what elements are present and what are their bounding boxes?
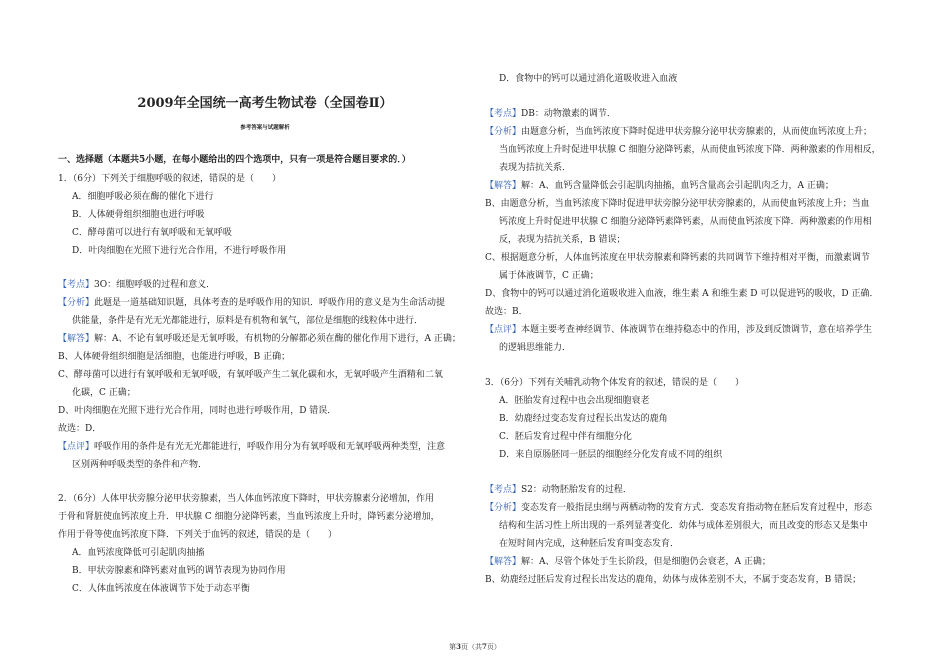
dianping-text: 本题主要考查神经调节、体液调节在维持稳态中的作用，涉及到反馈调节，意在培养学生 xyxy=(521,325,873,335)
section-heading: 一、选择题（本题共5小题，在每小题给出的四个选项中，只有一项是符合题目要求的．） xyxy=(58,155,411,165)
question-2-stem-line: 于骨和肾脏使血钙浓度上升．甲状腺 C 细胞分泌降钙素，当血钙浓度上升时，降钙素分泌增加， xyxy=(58,512,440,522)
q3-option-d: D．来自原肠胚同一胚层的细胞经分化发育成不同的组织 xyxy=(499,450,723,460)
q2-fenxi-line: 当血钙浓度上升时促进甲状腺 C 细胞分泌降钙素，从而使血钙浓度下降．两种激素的作用相反， xyxy=(499,145,881,155)
question-2-stem-line: 作用于骨等使血钙浓度下降．下列关于血钙的叙述，错误的是（ ） xyxy=(58,530,338,540)
q2-jieda-line: D、食物中的钙可以通过消化道吸收进入血液，维生素 A 和维生素 D 可以促进钙的吸收，D 正确． xyxy=(485,289,879,299)
q2-jieda-line: C、根据题意分析，人体血钙浓度在甲状旁腺素和降钙素的共同调节下维持相对平衡，而激素调节 xyxy=(485,253,870,263)
q1-jieda-line: 化碳，C 正确； xyxy=(72,388,136,398)
q1-option-a: A．细胞呼吸必须在酶的催化下进行 xyxy=(72,192,214,202)
question-2-stem: 2．（6分）人体甲状旁腺分泌甲状旁腺素，当人体血钙浓度下降时，甲状旁腺素分泌增加，作用 xyxy=(58,494,434,504)
q3-kaodian xyxy=(485,486,632,495)
q1-kaodian xyxy=(58,281,215,290)
q1-answer: 故选：D． xyxy=(58,424,102,434)
dianping-text: 呼吸作用的条件是有光无光都能进行，呼吸作用分为有氧呼吸和无氧呼吸两种类型，注意 xyxy=(94,442,446,452)
jieda-text: 解：A、不论有氧呼吸还是无氧呼吸，有机物的分解都必须在酶的催化作用下进行，A 正确； xyxy=(94,334,461,344)
dianping-tag: 【点评】 xyxy=(485,325,522,335)
q2-answer: 故选：B． xyxy=(485,307,528,317)
fenxi-tag: 【分析】 xyxy=(485,127,522,137)
fenxi-text: 此题是一道基础知识题，具体考查的是呼吸作用的知识．呼吸作用的意义是为生命活动提 xyxy=(94,298,446,308)
q1-fenxi xyxy=(58,299,445,308)
q3-fenxi xyxy=(485,504,872,513)
q2-option-a: A．血钙浓度降低可引起肌肉抽搐 xyxy=(72,548,205,558)
kaodian-text: 3O：细胞呼吸的过程和意义． xyxy=(94,280,216,290)
q1-option-d: D．叶肉细胞在光照下进行光合作用，不进行呼吸作用 xyxy=(72,246,287,256)
q3-jieda xyxy=(485,558,771,567)
page-number: 3 xyxy=(456,642,461,651)
q2-dianping xyxy=(485,326,872,335)
jieda-tag: 【解答】 xyxy=(485,557,522,567)
jieda-tag: 【解答】 xyxy=(485,181,522,191)
jieda-tag: 【解答】 xyxy=(58,334,95,344)
fenxi-text: 由题意分析，当血钙浓度下降时促进甲状旁腺分泌甲状旁腺素的，从而使血钙浓度上升； xyxy=(521,127,873,137)
q1-jieda xyxy=(58,335,461,344)
page-title: 2009年全国统一高考生物试卷（全国卷Ⅱ） xyxy=(137,96,393,111)
kaodian-tag: 【考点】 xyxy=(485,485,522,495)
kaodian-text: S2：动物胚胎发育的过程． xyxy=(521,485,632,495)
q3-fenxi-line: 在短时间内完成，这种胚后发育叫变态发育． xyxy=(499,539,680,549)
q1-dianping xyxy=(58,443,445,452)
question-3-stem: 3．（6分）下列有关哺乳动物个体发育的叙述，错误的是（ ） xyxy=(485,378,744,388)
q2-kaodian xyxy=(485,110,616,119)
q2-jieda-line: 属于体液调节，C 正确； xyxy=(499,271,599,281)
q2-option-c: C．人体血钙浓度在体液调节下处于动态平衡 xyxy=(72,584,250,594)
question-1-stem: 1．（6分）下列关于细胞呼吸的叙述，错误的是（ ） xyxy=(58,174,281,184)
q3-option-a: A．胚胎发育过程中也会出现细胞衰老 xyxy=(499,396,650,406)
q2-dianping-line: 的逻辑思维能力． xyxy=(499,343,572,353)
q2-option-b: B．甲状旁腺素和降钙素对血钙的调节表现为协同作用 xyxy=(72,566,286,576)
q3-fenxi-line: 结构和生活习性上所出现的一系列显著变化．幼体与成体差别很大，而且改变的形态又是集中 xyxy=(499,521,869,531)
q2-option-d: D．食物中的钙可以通过消化道吸收进入血液 xyxy=(499,74,678,84)
q1-option-c: C．酵母菌可以进行有氧呼吸和无氧呼吸 xyxy=(72,228,232,238)
q1-jieda-line: B、人体硬骨组织细胞是活细胞，也能进行呼吸，B 正确； xyxy=(58,352,291,362)
page-footer: 第3页（共7页） xyxy=(449,642,501,651)
dianping-tag: 【点评】 xyxy=(58,442,95,452)
q1-jieda-line: C、酵母菌可以进行有氧呼吸和无氧呼吸，有氧呼吸产生二氧化碳和水，无氧呼吸产生酒精和二氧 xyxy=(58,370,443,380)
fenxi-text: 变态发育一般指昆虫纲与两栖动物的发育方式．变态发育指动物在胚后发育过程中，形态 xyxy=(521,503,873,513)
q1-jieda-line: D、叶肉细胞在光照下进行光合作用，同时也进行呼吸作用，D 错误． xyxy=(58,406,337,416)
jieda-text: 解：A、血钙含量降低会引起肌肉抽搐，血钙含量高会引起肌肉乏力，A 正确； xyxy=(521,181,834,191)
fenxi-tag: 【分析】 xyxy=(58,298,95,308)
q3-jieda-line: B、幼鹿经过胚后发育过程长出发达的鹿角，幼体与成体差别不大，不属于变态发育，B 错误； xyxy=(485,575,862,585)
kaodian-text: DB：动物激素的调节． xyxy=(521,109,616,119)
q1-fenxi-line: 供能量，条件是有光无光都能进行，原料是有机物和氧气，部位是细胞的线粒体中进行． xyxy=(72,316,424,326)
q2-jieda-line: B、由题意分析，当血钙浓度下降时促进甲状旁腺分泌甲状旁腺素的，从而使血钙浓度上升；当血 xyxy=(485,199,870,209)
q2-jieda-line: 钙浓度上升时促进甲状腺 C 细胞分泌降钙素降钙素，从而使血钙浓度下降．两种激素的作用相 xyxy=(499,217,872,227)
jieda-text: 解：A、尽管个体处于生长阶段，但是细胞仍会衰老，A 正确； xyxy=(521,557,771,567)
q2-jieda xyxy=(485,182,834,191)
q1-dianping-line: 区别两种呼吸类型的条件和产物． xyxy=(72,460,208,470)
q3-option-b: B．幼鹿经过变态发育过程长出发达的鹿角 xyxy=(499,414,668,424)
q2-jieda-line: 反，表现为拮抗关系，B 错误； xyxy=(499,235,626,245)
q2-fenxi-line: 表现为拮抗关系． xyxy=(499,163,572,173)
page-subtitle: 参考答案与试题解析 xyxy=(240,125,290,131)
fenxi-tag: 【分析】 xyxy=(485,503,522,513)
q2-fenxi xyxy=(485,128,872,137)
q1-option-b: B．人体硬骨组织细胞也进行呼吸 xyxy=(72,210,205,220)
kaodian-tag: 【考点】 xyxy=(485,109,522,119)
q3-option-c: C．胚后发育过程中伴有细胞分化 xyxy=(499,432,632,442)
total-pages: 7 xyxy=(482,642,487,651)
kaodian-tag: 【考点】 xyxy=(58,280,95,290)
